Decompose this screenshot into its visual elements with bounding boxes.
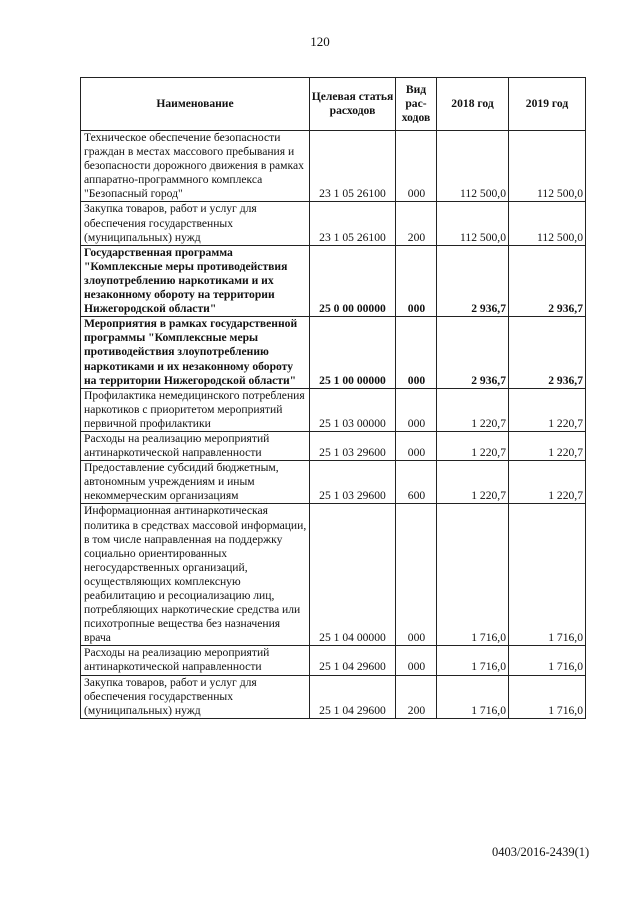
page-number: 120 xyxy=(310,34,330,49)
row-name: Закупка товаров, работ и услуг для обеспечения государственных (муниципальных) нужд xyxy=(81,202,310,245)
row-amount-2019: 1 220,7 xyxy=(509,431,586,460)
row-target-article: 25 1 04 29600 xyxy=(310,675,396,718)
header-year-2018: 2018 год xyxy=(437,78,509,131)
row-amount-2018: 2 936,7 xyxy=(437,245,509,316)
row-expense-type: 200 xyxy=(396,202,437,245)
row-amount-2019: 1 220,7 xyxy=(509,461,586,504)
row-amount-2018: 1 220,7 xyxy=(437,431,509,460)
row-expense-type: 200 xyxy=(396,675,437,718)
table-body xyxy=(81,131,586,719)
row-amount-2018: 1 220,7 xyxy=(437,388,509,431)
row-amount-2018: 1 716,0 xyxy=(437,504,509,646)
row-amount-2018: 112 500,0 xyxy=(437,131,509,202)
row-name: Техническое обеспечение безопасности граждан в местах массового пребывания и безопасности дорожного движения в рамках аппаратно-программного комплекса "Безопасный город" xyxy=(81,131,310,202)
row-expense-type: 000 xyxy=(396,317,437,388)
row-amount-2019: 2 936,7 xyxy=(509,245,586,316)
table-row xyxy=(81,675,586,718)
row-target-article: 25 1 03 00000 xyxy=(310,388,396,431)
header-name: Наименование xyxy=(81,78,310,131)
row-expense-type: 000 xyxy=(396,388,437,431)
row-name: Государственная программа "Комплексные меры противодействия злоупотреблению наркотиками и их незаконному обороту на территории Нижегородской области" xyxy=(81,245,310,316)
row-amount-2019: 1 716,0 xyxy=(509,646,586,675)
header-target-article: Целевая статья расходов xyxy=(310,78,396,131)
row-name: Информационная антинаркотическая политика в средствах массовой информации, в том числе направленная на поддержку социально ориентированных негосударственных организаций, осуществляющих комплексную реабилитацию и ресоциализацию лиц, потребляющих наркотические средства или психотропные вещества без назначения врача xyxy=(81,504,310,646)
row-name: Закупка товаров, работ и услуг для обеспечения государственных (муниципальных) нужд xyxy=(81,675,310,718)
row-expense-type: 000 xyxy=(396,131,437,202)
row-target-article: 25 0 00 00000 xyxy=(310,245,396,316)
row-amount-2019: 1 716,0 xyxy=(509,504,586,646)
row-target-article: 25 1 03 29600 xyxy=(310,431,396,460)
row-target-article: 23 1 05 26100 xyxy=(310,202,396,245)
row-amount-2019: 1 220,7 xyxy=(509,388,586,431)
row-amount-2019: 1 716,0 xyxy=(509,675,586,718)
row-name: Предоставление субсидий бюджетным, автономным учреждениям и иным некоммерческим организациям xyxy=(81,461,310,504)
table-header-row xyxy=(81,78,586,131)
header-expense-type: Вид рас- ходов xyxy=(396,78,437,131)
row-name: Расходы на реализацию мероприятий антинаркотической направленности xyxy=(81,431,310,460)
row-name: Мероприятия в рамках государственной программы "Комплексные меры противодействия злоупотреблению наркотиками и их незаконному обороту на территории Нижегородской области" xyxy=(81,317,310,388)
row-name: Профилактика немедицинского потребления наркотиков с приоритетом мероприятий первичной профилактики xyxy=(81,388,310,431)
table-row xyxy=(81,245,586,316)
header-year-2019: 2019 год xyxy=(509,78,586,131)
row-amount-2018: 1 220,7 xyxy=(437,461,509,504)
row-amount-2018: 2 936,7 xyxy=(437,317,509,388)
row-name: Расходы на реализацию мероприятий антинаркотической направленности xyxy=(81,646,310,675)
row-target-article: 25 1 00 00000 xyxy=(310,317,396,388)
table-row xyxy=(81,646,586,675)
row-amount-2019: 112 500,0 xyxy=(509,131,586,202)
row-expense-type: 000 xyxy=(396,245,437,316)
table-row xyxy=(81,317,586,388)
row-target-article: 23 1 05 26100 xyxy=(310,131,396,202)
row-expense-type: 000 xyxy=(396,504,437,646)
row-target-article: 25 1 03 29600 xyxy=(310,461,396,504)
row-amount-2019: 2 936,7 xyxy=(509,317,586,388)
row-expense-type: 000 xyxy=(396,646,437,675)
budget-table xyxy=(80,77,586,719)
table-row xyxy=(81,461,586,504)
row-expense-type: 600 xyxy=(396,461,437,504)
row-target-article: 25 1 04 00000 xyxy=(310,504,396,646)
row-target-article: 25 1 04 29600 xyxy=(310,646,396,675)
row-amount-2018: 112 500,0 xyxy=(437,202,509,245)
document-code: 0403/2016-2439(1) xyxy=(492,845,590,859)
table-row xyxy=(81,431,586,460)
table-row xyxy=(81,202,586,245)
table-row xyxy=(81,388,586,431)
row-amount-2018: 1 716,0 xyxy=(437,646,509,675)
row-amount-2018: 1 716,0 xyxy=(437,675,509,718)
row-amount-2019: 112 500,0 xyxy=(509,202,586,245)
table-row xyxy=(81,504,586,646)
table-row xyxy=(81,131,586,202)
row-expense-type: 000 xyxy=(396,431,437,460)
